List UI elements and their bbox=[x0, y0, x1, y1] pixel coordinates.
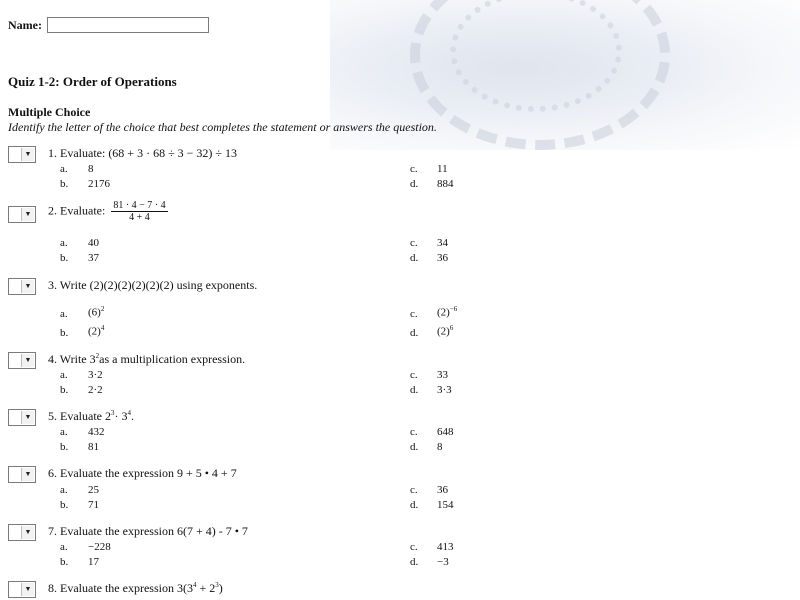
chevron-down-icon: ▼ bbox=[21, 411, 34, 424]
q2-option-a: 40 bbox=[88, 237, 99, 249]
question-1-expression: (68 + 3 · 68 ÷ 3 − 32) ÷ 13 bbox=[108, 146, 238, 160]
option-letter-c: c. bbox=[410, 541, 418, 553]
q5-option-a: 432 bbox=[88, 426, 105, 438]
question-8-stem: 8. Evaluate the expression $3(3^4 + 2^3)$ bbox=[48, 581, 223, 595]
answer-select-q5[interactable] bbox=[8, 409, 36, 426]
chevron-down-icon: ▼ bbox=[21, 208, 34, 221]
q6-option-a: 25 bbox=[88, 484, 99, 496]
answer-select-q3[interactable] bbox=[8, 278, 36, 295]
q1-option-a: 8 bbox=[88, 163, 94, 175]
fraction-denominator: 4 + 4 bbox=[129, 212, 150, 223]
q7-option-a: −228 bbox=[88, 541, 111, 553]
question-5-stem: 5. Evaluate $2^3\cdot 3^4$. bbox=[48, 409, 134, 423]
answer-select-q8[interactable] bbox=[8, 581, 36, 598]
q1-option-d: 884 bbox=[437, 178, 454, 190]
answer-select-q6[interactable] bbox=[8, 466, 36, 483]
answer-select-q1[interactable] bbox=[8, 146, 36, 163]
option-letter-d: d. bbox=[410, 384, 419, 396]
option-letter-a: a. bbox=[60, 369, 68, 381]
answer-select-q4[interactable] bbox=[8, 352, 36, 369]
option-letter-c: c. bbox=[410, 369, 418, 381]
q4-option-b: 2·2 bbox=[88, 384, 103, 396]
q3-option-d: $(2)^6$ bbox=[437, 324, 454, 338]
chevron-down-icon: ▼ bbox=[21, 148, 34, 161]
fraction-numerator: 81 · 4 − 7 · 4 bbox=[113, 200, 166, 211]
name-label: Name: bbox=[8, 18, 42, 32]
option-letter-d: d. bbox=[410, 499, 419, 511]
q6-option-b: 71 bbox=[88, 499, 99, 511]
option-letter-d: d. bbox=[410, 441, 419, 453]
option-letter-b: b. bbox=[60, 178, 69, 190]
q1-option-c: 11 bbox=[437, 163, 448, 175]
chevron-down-icon: ▼ bbox=[21, 354, 34, 367]
option-letter-d: d. bbox=[410, 327, 419, 339]
option-letter-b: b. bbox=[60, 252, 69, 264]
option-letter-b: b. bbox=[60, 499, 69, 511]
q7-option-b: 17 bbox=[88, 556, 99, 568]
name-input[interactable] bbox=[47, 17, 209, 33]
option-letter-d: d. bbox=[410, 178, 419, 190]
q2-option-c: 34 bbox=[437, 237, 448, 249]
q4-option-d: 3·3 bbox=[437, 384, 452, 396]
option-letter-c: c. bbox=[410, 237, 418, 249]
option-letter-c: c. bbox=[410, 484, 418, 496]
q5-option-d: 8 bbox=[437, 441, 443, 453]
section-title: Multiple Choice bbox=[8, 105, 91, 119]
option-letter-a: a. bbox=[60, 426, 68, 438]
q2-option-d: 36 bbox=[437, 252, 448, 264]
question-7-stem: 7. Evaluate the expression 6(7 + 4) - 7 • 7 bbox=[48, 524, 248, 538]
q7-option-c: 413 bbox=[437, 541, 454, 553]
option-letter-c: c. bbox=[410, 163, 418, 175]
option-letter-a: a. bbox=[60, 484, 68, 496]
question-1-stem: 1. Evaluate: (68 + 3 · 68 ÷ 3 − 32) ÷ 13 bbox=[48, 146, 238, 160]
chevron-down-icon: ▼ bbox=[21, 526, 34, 539]
q7-option-d: −3 bbox=[437, 556, 449, 568]
option-letter-a: a. bbox=[60, 308, 68, 320]
q3-option-a: $(6)^2$ bbox=[88, 305, 105, 319]
q6-option-c: 36 bbox=[437, 484, 448, 496]
option-letter-c: c. bbox=[410, 426, 418, 438]
option-letter-c: c. bbox=[410, 308, 418, 320]
option-letter-b: b. bbox=[60, 384, 69, 396]
q4-option-a: 3·2 bbox=[88, 369, 103, 381]
chevron-down-icon: ▼ bbox=[21, 280, 34, 293]
question-2-stem: 2. Evaluate: $\frac{81 \cdot 4 - 7 \cdot 4}{4 + 4}$ bbox=[48, 200, 166, 223]
q3-option-b: $(2)^4$ bbox=[88, 324, 105, 338]
chevron-down-icon: ▼ bbox=[21, 468, 34, 481]
q5-option-c: 648 bbox=[437, 426, 454, 438]
answer-select-q7[interactable] bbox=[8, 524, 36, 541]
question-6-stem: 6. Evaluate the expression 9 + 5 • 4 + 7 bbox=[48, 466, 237, 480]
q5-option-b: 81 bbox=[88, 441, 99, 453]
quiz-title: Quiz 1-2: Order of Operations bbox=[8, 74, 177, 89]
q2-option-b: 37 bbox=[88, 252, 99, 264]
q6-option-d: 154 bbox=[437, 499, 454, 511]
question-2-fraction bbox=[111, 200, 167, 223]
option-letter-d: d. bbox=[410, 556, 419, 568]
q1-option-b: 2176 bbox=[88, 178, 110, 190]
question-4-stem: 4. Write $3^2as$ a multiplication expression. bbox=[48, 352, 246, 366]
question-3-stem: 3. Write (2)(2)(2)(2)(2)(2) using exponents. bbox=[48, 278, 258, 292]
option-letter-a: a. bbox=[60, 541, 68, 553]
instructions-text: Identify the letter of the choice that best completes the statement or answers the question. bbox=[8, 120, 437, 134]
option-letter-a: a. bbox=[60, 237, 68, 249]
chevron-down-icon: ▼ bbox=[21, 583, 34, 596]
answer-select-q2[interactable] bbox=[8, 206, 36, 223]
option-letter-b: b. bbox=[60, 556, 69, 568]
option-letter-b: b. bbox=[60, 441, 69, 453]
option-letter-d: d. bbox=[410, 252, 419, 264]
q4-option-c: 33 bbox=[437, 369, 448, 381]
option-letter-a: a. bbox=[60, 163, 68, 175]
q3-option-c: $(2)^{-6}$ bbox=[437, 305, 458, 319]
option-letter-b: b. bbox=[60, 327, 69, 339]
